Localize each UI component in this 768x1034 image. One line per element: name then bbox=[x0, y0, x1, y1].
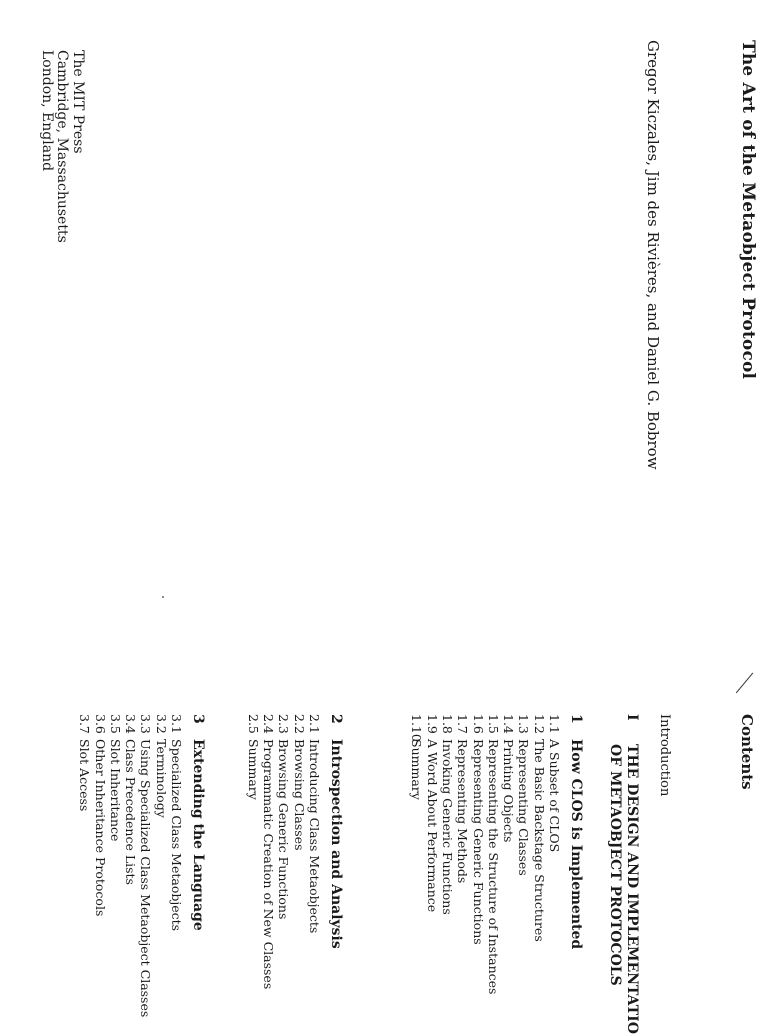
book-title: The Art of the Metaobject Protocol bbox=[738, 40, 758, 380]
chapter-heading bbox=[190, 714, 206, 1017]
section-title: Representing the Structure of Instances bbox=[485, 739, 501, 995]
section-title: Terminology bbox=[153, 739, 169, 818]
section-number: 1.9 bbox=[424, 714, 440, 734]
section-title: Browsing Classes bbox=[291, 739, 307, 851]
part-title-line: OF METAOBJECT PROTOCOLS bbox=[607, 744, 623, 986]
section-title: Representing Methods bbox=[455, 739, 471, 884]
section-number: 1.1 bbox=[547, 714, 562, 734]
toc-section bbox=[92, 714, 107, 1017]
part-number: I bbox=[624, 714, 640, 721]
section-number: 1.6 bbox=[470, 714, 486, 734]
toc-section bbox=[77, 714, 92, 1017]
pencil-mark bbox=[736, 673, 754, 694]
section-number: 3.7 bbox=[77, 714, 93, 734]
section-title: Browsing Generic Functions bbox=[276, 739, 292, 920]
toc-section bbox=[138, 714, 153, 1017]
section-title: Introducing Class Metaobjects bbox=[307, 739, 322, 934]
chapter-title: Introspection and Analysis bbox=[328, 739, 344, 949]
chapter-title: Extending the Language bbox=[190, 739, 206, 931]
section-number: 3.1 bbox=[169, 714, 184, 734]
toc-section bbox=[547, 714, 562, 994]
part-entry bbox=[606, 714, 640, 1034]
toc-section bbox=[307, 714, 322, 989]
section-number: 1.8 bbox=[439, 714, 455, 734]
section-title: Summary bbox=[245, 739, 261, 800]
chapter-2 bbox=[246, 714, 344, 989]
toc-section bbox=[531, 714, 546, 994]
section-number: 2.1 bbox=[307, 714, 322, 734]
chapter-title: How CLOS is Implemented bbox=[568, 739, 584, 950]
section-number: 3.2 bbox=[153, 714, 169, 734]
part-title-line: THE DESIGN AND IMPLEMENTATIO bbox=[624, 744, 640, 1034]
section-number: 1.5 bbox=[485, 714, 501, 734]
toc-section bbox=[440, 714, 455, 994]
section-number: 3.6 bbox=[92, 714, 108, 734]
toc-section bbox=[470, 714, 485, 994]
chapter-heading bbox=[568, 714, 584, 994]
section-title: Class Precedence Lists bbox=[123, 739, 139, 885]
section-title: Slot Access bbox=[77, 739, 93, 812]
toc-section bbox=[501, 714, 516, 994]
toc-section bbox=[409, 714, 424, 994]
section-title: Representing Generic Functions bbox=[470, 739, 486, 945]
section-title: The Basic Backstage Structures bbox=[531, 739, 547, 942]
toc-section bbox=[276, 714, 291, 989]
chapter-3 bbox=[77, 714, 206, 1017]
publisher-block bbox=[39, 50, 86, 243]
section-number: 1.3 bbox=[516, 714, 532, 734]
section-number: 1.4 bbox=[501, 714, 517, 734]
toc-section bbox=[261, 714, 276, 989]
publisher-city: Cambridge, Massachusetts bbox=[54, 50, 71, 243]
chapter-heading bbox=[328, 714, 344, 989]
section-number: 1.2 bbox=[531, 714, 547, 734]
book-authors: Gregor Kiczales, Jim des Rivières, and Daniel G. Bobrow bbox=[644, 40, 662, 470]
toc-section bbox=[123, 714, 138, 1017]
chapter-number: 3 bbox=[190, 714, 206, 724]
speck bbox=[162, 596, 164, 598]
publisher-country: London, England bbox=[39, 50, 55, 172]
section-number: 3.3 bbox=[138, 714, 154, 734]
section-title: Other Inheritance Protocols bbox=[92, 739, 108, 917]
publisher-name: The MIT Press bbox=[70, 50, 86, 154]
toc-section bbox=[424, 714, 439, 994]
section-title: A Subset of CLOS bbox=[547, 739, 562, 853]
section-title: Representing Classes bbox=[516, 739, 532, 876]
toc-section bbox=[246, 714, 261, 989]
section-number: 2.2 bbox=[291, 714, 307, 734]
section-title: Slot Inheritance bbox=[107, 739, 123, 842]
toc-section bbox=[455, 714, 470, 994]
toc-section bbox=[516, 714, 531, 994]
chapter-number: 1 bbox=[568, 714, 584, 724]
chapter-number: 2 bbox=[328, 714, 344, 724]
section-number: 2.4 bbox=[261, 714, 277, 734]
introduction-entry: Introduction bbox=[657, 714, 672, 797]
section-number: 2.3 bbox=[276, 714, 292, 734]
section-title: A Word About Performance bbox=[424, 739, 440, 913]
chapter-1 bbox=[409, 714, 584, 994]
section-title: Printing Objects bbox=[501, 739, 517, 843]
section-title: Summary bbox=[409, 739, 425, 800]
toc-section bbox=[153, 714, 168, 1017]
section-title: Invoking Generic Functions bbox=[439, 739, 455, 915]
section-title: Programmatic Creation of New Classes bbox=[261, 739, 277, 990]
section-number: 3.4 bbox=[123, 714, 139, 734]
toc-section bbox=[108, 714, 123, 1017]
section-title: Specialized Class Metaobjects bbox=[169, 739, 184, 932]
section-number: 3.5 bbox=[107, 714, 123, 734]
toc-section bbox=[291, 714, 306, 989]
toc-section bbox=[486, 714, 501, 994]
section-number: 1.10 bbox=[409, 714, 425, 742]
contents-heading: Contents bbox=[738, 714, 756, 790]
section-title: Using Specialized Class Metaobject Classes bbox=[138, 739, 154, 1018]
section-number: 1.7 bbox=[455, 714, 471, 734]
section-number: 2.5 bbox=[245, 714, 261, 734]
toc-section bbox=[169, 714, 184, 1017]
